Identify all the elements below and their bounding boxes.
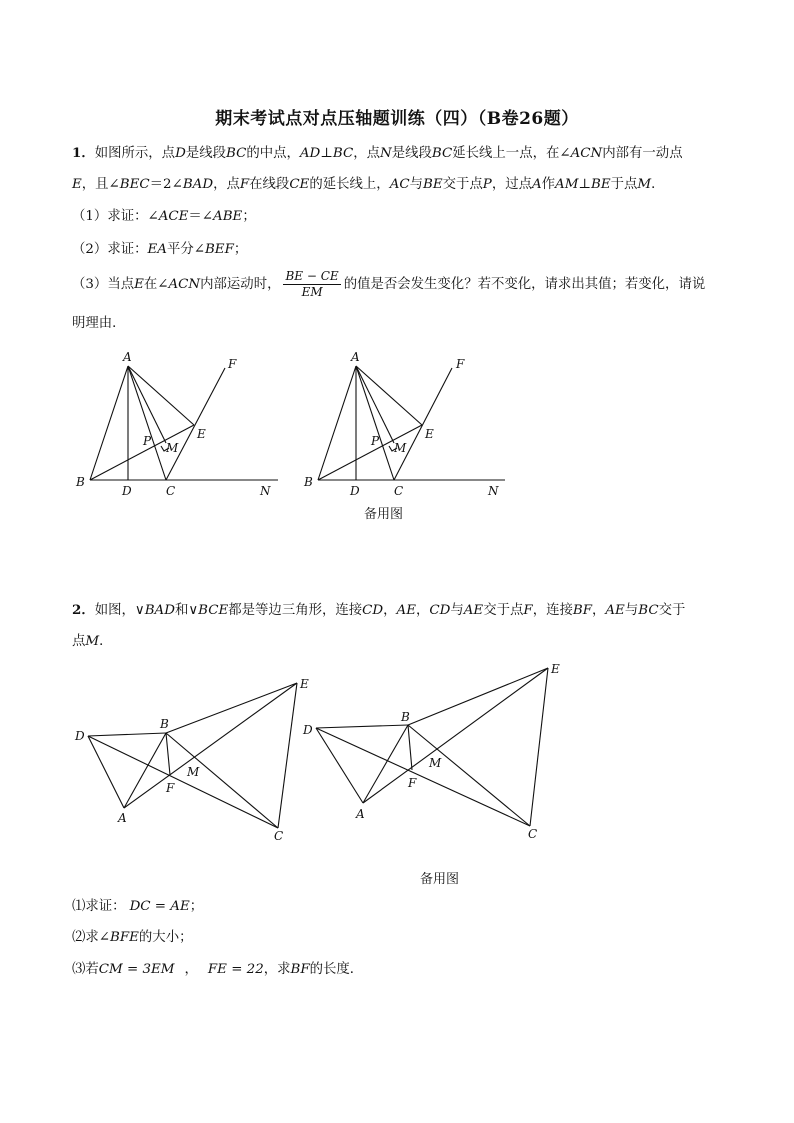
q2-number: 2． [72,602,95,618]
label-C: C [274,829,284,843]
q1-var: ABE [213,209,243,224]
q1-var: ACE [158,209,189,224]
segment-BE [166,683,297,733]
q1-text: 与 [409,177,423,192]
part-label: ⑵ [72,930,86,945]
q2-text: 与 [624,603,639,618]
segment-BF [166,733,170,775]
label-E: E [197,427,206,441]
label-C: C [394,484,404,498]
segment-DC [88,736,278,828]
q1-var: F [239,177,250,192]
label-F: F [408,776,417,790]
q1-text: 求证：∠ [107,209,159,224]
label-F: F [166,781,175,795]
q2-part-1 [72,897,732,917]
q2-text: 若 [85,962,99,977]
q1-text: 作 [541,177,556,192]
q1-text: 如图所示，点 [94,146,176,161]
q2-var: AE [463,603,484,618]
q2-var: AE [396,603,416,618]
q2-figure-spare [316,668,548,826]
segment-AE [363,668,548,803]
label-C: C [166,484,176,498]
q1-text: 交于点 [442,177,483,192]
q1-text: ； [233,242,248,257]
q1-var: BEC [119,177,150,192]
q1-var: E [72,177,82,192]
q1-var: A [531,177,542,192]
label-F: F [456,357,465,371]
q1-var: AC [389,177,410,192]
q1-text: ＝2∠ [149,177,183,192]
segment-DC [316,728,530,826]
q1-var: EA [147,242,167,257]
segment-DB [88,733,166,736]
label-N: N [488,484,499,498]
label-B: B [304,475,313,489]
segment-AE [124,683,297,808]
label-E: E [425,427,434,441]
q2-text: ， [383,603,397,618]
q1-text: 于点 [610,177,638,192]
q1-var: N [380,146,392,161]
q2-var: ∨BAD [134,603,175,618]
q2-text: 都是等边三角形，连接 [228,603,363,618]
q1-text: 内部有一动点 [602,146,683,161]
q2-var: ∨BCE [188,603,229,618]
label-P: P [143,434,152,448]
q2-var: M [85,634,100,649]
q2-line-1 [72,600,732,621]
q1-var: BAD [182,177,214,192]
part-label: （2） [72,242,108,257]
q1-var: CE [289,177,310,192]
q1-figure-spare-labels [303,350,499,498]
q2-var: AE [605,603,625,618]
part-label: （1） [72,209,108,224]
q2-text: 求 [85,930,99,945]
q2-text: ． [99,634,113,649]
q2-var: BF [290,962,310,977]
q2-var: FE = 22 [207,962,264,977]
q2-figure-main-labels [74,677,309,843]
label-B: B [160,717,169,731]
q2-var: CM = 3EM [98,962,175,977]
q1-figure-spare [318,366,505,480]
q1-var: M [637,177,652,192]
label-D: D [122,484,132,498]
label-C: C [528,827,538,841]
q2-text: ， [184,962,198,977]
q1-spare-caption: 备用图 [364,507,404,522]
q1-text: 在∠ [143,277,169,292]
segment-CF [166,368,225,480]
label-B: B [401,710,410,724]
q1-text: ，且∠ [81,177,120,192]
q1-var: ACN [570,146,603,161]
q2-var: CD [429,603,451,618]
label-M: M [429,756,442,770]
q1-text: 当点 [107,277,135,292]
q2-text: ， [416,603,430,618]
q1-text: 明理由． [72,316,126,331]
q1-line-2 [72,175,732,195]
segment-AM [356,366,394,443]
q1-text: ，点 [353,146,381,161]
page-title: 期末考试点对点压轴题训练（四）（B卷26题） [215,109,579,129]
q2-figures [0,655,794,845]
q1-text: ． [651,177,665,192]
q2-part-3 [72,960,732,980]
segment-BC [408,725,530,826]
q2-text: 求证： [85,899,126,914]
q2-var: F [523,603,533,618]
q1-text: ＝∠ [188,209,214,224]
q2-var: DC = AE [129,899,190,914]
q2-text: 如图， [94,603,135,618]
q1-var: BC [431,146,453,161]
part-label: （3） [72,277,108,292]
q1-text: ，点 [213,177,240,192]
fraction-denominator: EM [301,285,323,299]
part-label: ⑴ [72,899,86,914]
q1-text: 的值是否会发生变化？若不变化，请求出其值；若变化，请说 [343,277,706,292]
segment-AM [128,366,166,443]
label-A: A [118,811,127,825]
q2-text: ， [592,603,606,618]
q2-text: 交于点 [483,603,524,618]
q2-figure-main [88,683,297,828]
q1-text: 延长线上一点，在∠ [452,146,571,161]
q1-text: 平分∠ [166,242,205,257]
segment-EC [530,668,548,826]
fraction-numerator: BE − CE [285,269,339,283]
q2-text: ； [189,899,204,914]
q1-figure-main-labels [75,350,271,498]
label-P: P [371,434,380,448]
q1-number: 1． [72,145,95,161]
fraction [283,269,340,300]
part-label: ⑶ [72,962,86,977]
q1-text: 在线段 [249,177,290,192]
label-E: E [300,677,309,691]
q1-part-3-cont [72,314,732,334]
q2-text: 和 [174,603,189,618]
label-F: F [228,357,237,371]
q1-part-3 [72,268,732,302]
segment-DB [316,725,408,728]
q1-figures [0,340,794,530]
label-D: D [350,484,360,498]
q2-figure-spare-labels [302,662,560,841]
label-M: M [394,441,407,455]
segment-DA [88,736,124,808]
q1-var: AD⊥BC [299,146,354,161]
segment-BE [408,668,548,725]
q1-text: 求证： [107,242,148,257]
label-D: D [303,723,313,737]
q1-text: 是线段 [391,146,432,161]
label-A: A [123,350,132,364]
q1-text: 内部运动时， [200,277,281,292]
q2-text: 的长度． [309,962,364,977]
q1-text: 是线段 [185,146,226,161]
q2-line-2 [72,632,732,652]
label-A: A [351,350,360,364]
segment-AB [363,725,408,803]
label-E: E [551,662,560,676]
q2-spare-caption: 备用图 [420,872,460,887]
q1-part-2 [72,240,732,260]
q1-var: AM⊥BE [555,177,611,192]
q2-var: ∠BFE [98,930,139,945]
q1-var: P [482,177,492,192]
q2-text: 点 [72,634,86,649]
q1-text: ，过点 [491,177,532,192]
label-M: M [187,765,200,779]
q2-var: BF [572,603,592,618]
segment-BC [166,733,278,828]
label-D: D [75,729,85,743]
q2-text: 与 [450,603,464,618]
q2-var: CD [362,603,384,618]
q1-var: BEF [204,242,234,257]
q1-text: 的中点， [246,146,300,161]
segment-CF [394,368,452,480]
q2-text: 的大小； [138,930,193,945]
q1-figure-main [90,366,278,480]
q2-text: ，连接 [532,603,573,618]
q1-text: 的延长线上， [309,177,390,192]
q1-var: E [134,277,144,292]
q1-line-1 [72,143,732,164]
q1-part-1 [72,207,732,227]
segment-BF [408,725,412,770]
q1-var: ACN [168,277,201,292]
q2-var: BC [638,603,659,618]
q2-text: 交于 [658,603,686,618]
q2-text: ，求 [263,962,291,977]
label-N: N [260,484,271,498]
segment-EC [278,683,297,828]
q1-var: D [175,146,186,161]
label-M: M [166,441,179,455]
label-A: A [356,807,365,821]
label-B: B [76,475,85,489]
q1-var: BE [423,177,443,192]
q1-var: BC [225,146,247,161]
q1-text: ； [242,209,256,224]
q2-part-2 [72,928,732,948]
